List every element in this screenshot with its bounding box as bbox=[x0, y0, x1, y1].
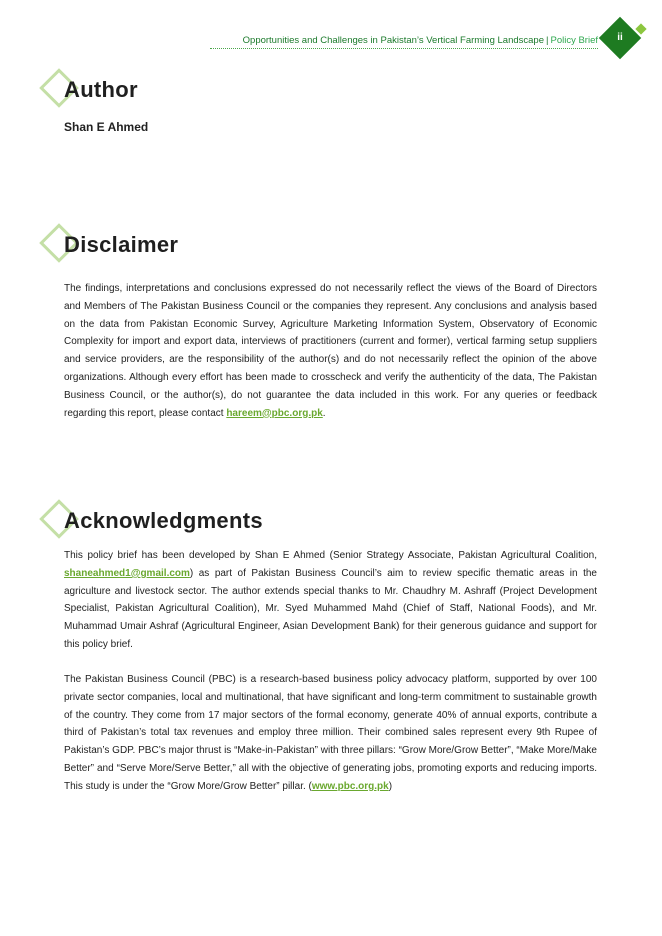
ack-p2-end: ) bbox=[388, 780, 393, 792]
ack-p2-start: The Pakistan Business Council (PBC) is a research-based business policy advocacy platform, supported by over 100 private sector companies, local and multinational, that have significant and long-term commitment to sustainable growth of the country. They come from 17 major sectors of the formal economy, generate 40% of annual exports, contribute a third of Pakistan’s total tax revenues and employ three million. Their combined sales represent every 9th Rupee of Pakistan’s GDP. PBC’s major thrust is “Make-in-Pakistan” with three pillars: “Grow More/Grow Better”, “Make More/Make Better” and “Serve More/Serve Better,” all with the objective of generating jobs, promoting exports and reducing imports. This study is under the “Grow More/Grow Better” pillar. ( bbox=[64, 674, 597, 792]
header-subtitle: Policy Brief bbox=[550, 35, 598, 46]
disclaimer-text bbox=[64, 280, 597, 422]
acknowledgments-paragraph-1 bbox=[64, 547, 597, 654]
acknowledgments-paragraph-2 bbox=[64, 671, 597, 796]
header-text bbox=[243, 35, 598, 46]
disclaimer-body: The findings, interpretations and conclusions expressed do not necessarily reflect the views of the Board of Directors and Members of The Pakistan Business Council or the companies they represent. Any conclusions and analysis based on the data from Pakistan Economic Survey, Agriculture Marketing Information System, Observatory of Economic Complexity for import and export data, interviews of practitioners (current and former), vertical farming setup suppliers and service providers, are the responsibility of the author(s) and do not necessarily reflect the opinion of the above organizations. Although every effort has been made to crosscheck and verify the authenticity of the data, The Pakistan Business Council, or the author(s), do not guarantee the data included in this work. For any queries or feedback regarding this report, please contact bbox=[64, 283, 597, 419]
author-email-link[interactable]: shaneahmed1@gmail.com bbox=[64, 567, 190, 579]
acknowledgments-heading: Acknowledgments bbox=[64, 508, 263, 533]
page-number: ii bbox=[617, 32, 623, 43]
author-name: Shan E Ahmed bbox=[64, 120, 149, 134]
author-heading: Author bbox=[64, 77, 138, 102]
header-title: Opportunities and Challenges in Pakistan’s Vertical Farming Landscape bbox=[242, 35, 545, 46]
disclaimer-heading: Disclaimer bbox=[64, 232, 179, 257]
contact-email-link[interactable]: hareem@pbc.org.pk bbox=[226, 407, 323, 419]
header-separator: | bbox=[546, 35, 549, 46]
pbc-website-link[interactable]: www.pbc.org.pk bbox=[311, 780, 389, 792]
disclaimer-end: . bbox=[322, 407, 326, 419]
ack-p1-end: ) as part of Pakistan Business Council’s aim to review specific thematic areas in the agriculture and livestock sector. The author extends special thanks to Mr. Chaudhry M. Ashraff (Project Development Specialist, Pakistan Agricultural Coalition), Mr. Syed Muhammed Mahd (Chief of Staff, National Foods), and Mr. Muhammad Umair Ashraf (Agricultural Engineer, Asian Development Bank) for their generous guidance and support for this policy brief. bbox=[64, 567, 597, 650]
ack-p1-start: This policy brief has been developed by Shan E Ahmed (Senior Strategy Associate, Pakistan Agricultural Coalition, bbox=[64, 550, 597, 561]
running-header bbox=[210, 30, 598, 49]
